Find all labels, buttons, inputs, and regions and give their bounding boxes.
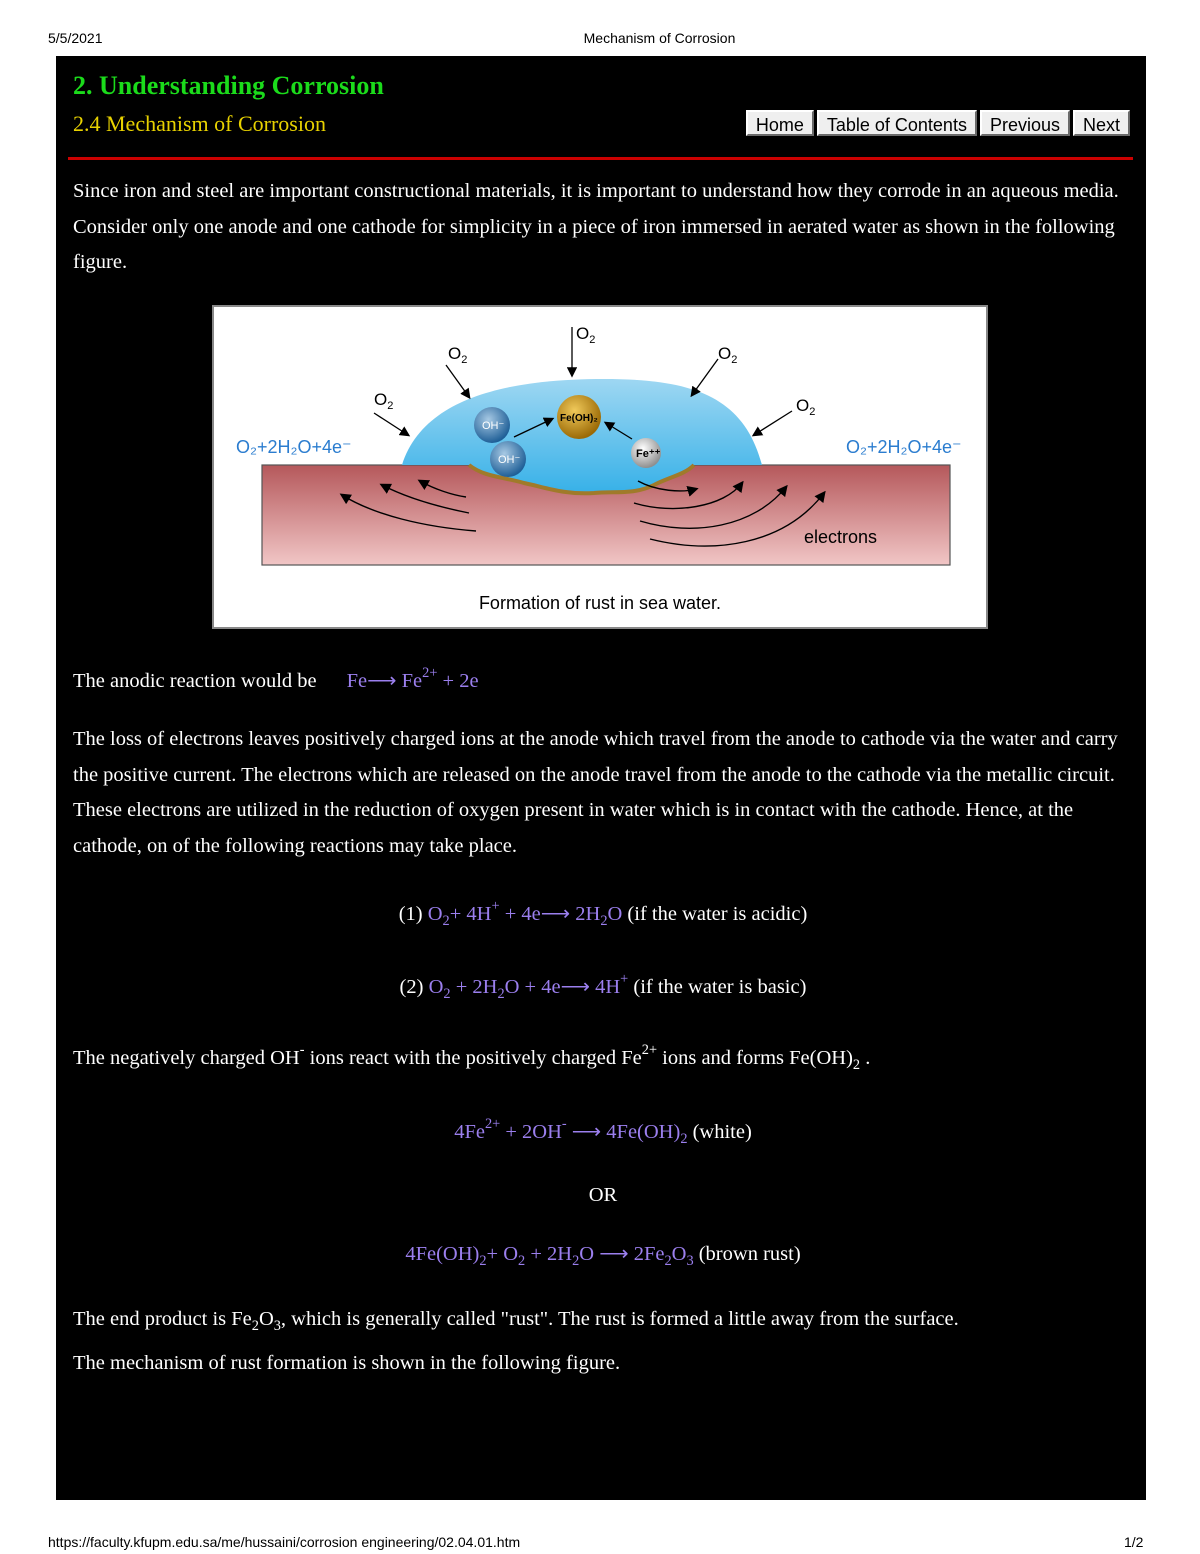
reaction-acidic: (1) $O_2+ 4H^+$ + 4e⟶ $2H_2O$ (if the water is acidic)	[398, 898, 808, 930]
print-footer	[0, 1534, 1200, 1554]
mechanism-paragraph: The mechanism of rust formation is shown in the following figure.	[73, 1352, 621, 1374]
svg-text:OH⁻: OH⁻	[498, 454, 521, 466]
svg-text:OH⁻: OH⁻	[482, 420, 505, 432]
cathode-equation-right: O₂+2H₂O+4e⁻	[846, 437, 962, 457]
reaction-basic: (2) $O_2 + 2H_2O$ + 4e⟶ 4H+ (if the water is basic)	[399, 971, 807, 1003]
intro-paragraph: Since iron and steel are important constructional materials, it is important to understand how they corrode in an aqueous media. Consider only one anode and one cathode for simplicity in a piece of iron immersed in aerated water as shown in the following figure.	[73, 180, 1119, 273]
hydroxide-paragraph: The negatively charged OH- ions react with the positively charged $Fe^{2+}$ ions and forms $Fe(OH)_2$ .	[73, 1042, 871, 1074]
o2-label: $O_2$	[718, 344, 738, 366]
brown-rust-equation: $4Fe(OH)_2+ O_2 + 2H_2O$ ⟶ $2Fe_2O_3$ (brown rust)	[405, 1243, 801, 1270]
print-page-number: 1/2	[1124, 1534, 1144, 1550]
o2-label: $O_2$	[576, 324, 596, 346]
fe-ion	[631, 438, 661, 468]
print-page-title: Mechanism of Corrosion	[583, 30, 736, 46]
figure-caption: Formation of rust in sea water.	[478, 593, 722, 613]
oh-ion	[490, 441, 526, 477]
rust-formation-figure	[212, 305, 988, 629]
nav-bar	[746, 110, 1130, 136]
section-title: 2. Understanding Corrosion	[73, 71, 384, 100]
svg-text:Fe⁺⁺: Fe⁺⁺	[636, 448, 661, 460]
or-separator: OR	[588, 1184, 618, 1206]
oh-ion	[474, 407, 510, 443]
anodic-reaction: The anodic reaction would be Fe⟶ $Fe^{2+} + 2e$	[73, 665, 479, 693]
o2-label: $O_2$	[796, 396, 816, 418]
print-date: 5/5/2021	[48, 30, 103, 46]
electron-flow-paragraph: The loss of electrons leaves positively charged ions at the anode which travel from the anode to cathode via the water and carry the positive current. The electrons which are released on the anode travel from the anode to the cathode via the metallic circuit. These electrons are utilized in the reduction of oxygen present in water which is in contact with the cathode. Hence, at the cathode, on of the following reactions may take place.	[73, 728, 1118, 857]
feoh2-particle	[557, 395, 601, 439]
print-url: https://faculty.kfupm.edu.sa/me/hussaini/corrosion engineering/02.04.01.htm	[48, 1534, 521, 1550]
header-divider	[68, 157, 1133, 160]
anodic-equation: Fe⟶ $Fe^{2+} + 2e$	[346, 665, 479, 693]
o2-label: $O_2$	[448, 344, 468, 366]
cathode-equation-left: O₂+2H₂O+4e⁻	[236, 437, 352, 457]
home-button[interactable]: Home	[746, 110, 814, 136]
svg-text:Fe(OH)₂: Fe(OH)₂	[560, 413, 598, 424]
page-content	[56, 56, 1146, 1500]
table-of-contents-button[interactable]: Table of Contents	[817, 110, 977, 136]
electrons-label: electrons	[804, 527, 878, 547]
white-hydroxide-equation: $4Fe^{2+} + 2OH^-$ ⟶ $4Fe(OH)_2$ (white)	[454, 1116, 752, 1148]
rust-diagram	[214, 307, 986, 627]
previous-button[interactable]: Previous	[980, 110, 1070, 136]
print-header	[0, 30, 1200, 50]
subsection-title: 2.4 Mechanism of Corrosion	[73, 111, 326, 136]
o2-label: $O_2$	[374, 390, 394, 412]
next-button[interactable]: Next	[1073, 110, 1130, 136]
end-product-paragraph: The end product is $Fe_2O_3$, which is generally called "rust". The rust is formed a little away from the surface.	[73, 1308, 959, 1335]
